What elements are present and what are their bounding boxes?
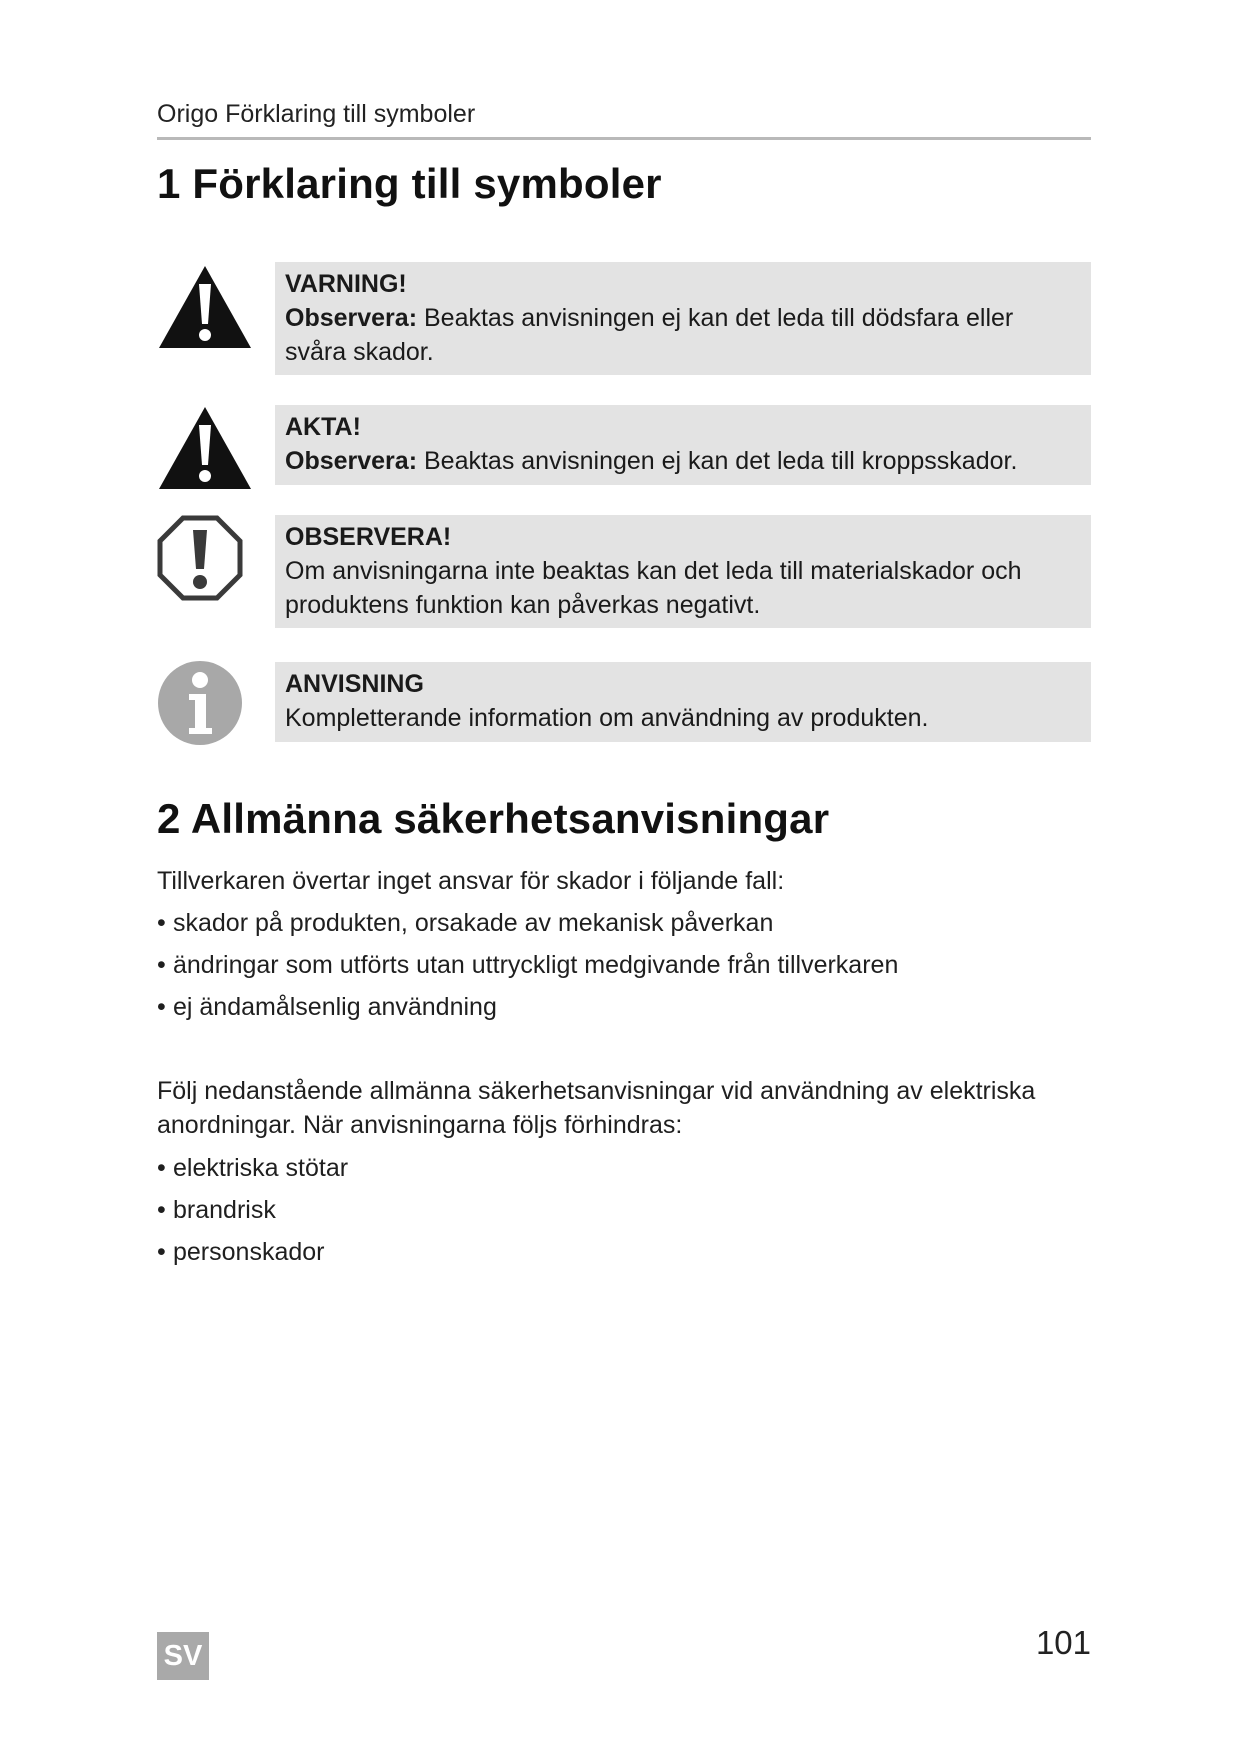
notice-observe-box (275, 515, 1091, 628)
notice-warning-title: VARNING! (285, 270, 407, 298)
info-circle-icon (157, 660, 253, 750)
section-2-title: 2 Allmänna säkerhetsanvisningar (157, 795, 830, 842)
document-page (157, 0, 1091, 1754)
caution-triangle-icon (157, 405, 253, 495)
hazard-list (157, 1151, 348, 1277)
notice-info-title: ANVISNING (285, 670, 424, 698)
notice-caution-text: Beaktas anvisningen ej kan det leda till kroppsskador. (423, 447, 1018, 475)
list-item: • ändringar som utförts utan uttryckligt medgivande från tillverkaren (157, 948, 898, 990)
notice-caution-label: Observera: (285, 447, 418, 475)
header-rule (157, 137, 1091, 140)
notice-caution-box (275, 405, 1091, 485)
running-header: Origo Förklaring till symboler (157, 100, 476, 128)
notice-octagon-icon (157, 515, 253, 605)
notice-info-box (275, 662, 1091, 742)
section-2-intro: Tillverkaren övertar inget ansvar för skador i följande fall: (157, 867, 785, 895)
liability-list (157, 906, 898, 1032)
notice-warning-label: Observera: (285, 304, 418, 332)
notice-warning-box (275, 262, 1091, 375)
notice-observe-text: Om anvisningarna inte beaktas kan det leda till materialskador och produktens funktion kan påverkas negativt. (285, 557, 1022, 619)
page-number: 101 (1035, 1624, 1091, 1661)
list-item: • ej ändamålsenlig användning (157, 990, 898, 1032)
list-item: • skador på produkten, orsakade av mekanisk påverkan (157, 906, 898, 948)
notice-warning-text: Beaktas anvisningen ej kan det leda till dödsfara eller svåra skador. (285, 304, 1014, 366)
section-2-safety-intro: Följ nedanstående allmänna säkerhetsanvisningar vid användning av elektriska anordningar. När anvisningarna följs förhindras: (157, 1077, 1036, 1139)
warning-triangle-icon (157, 264, 253, 354)
notice-observe-title: OBSERVERA! (285, 523, 452, 551)
list-item: • elektriska stötar (157, 1151, 348, 1193)
list-item: • personskador (157, 1235, 348, 1277)
notice-caution-title: AKTA! (285, 413, 361, 441)
list-item: • brandrisk (157, 1193, 348, 1235)
section-1-title: 1 Förklaring till symboler (157, 160, 662, 207)
language-badge: SV (157, 1632, 209, 1680)
notice-info-text: Kompletterande information om användning av produkten. (285, 704, 929, 732)
